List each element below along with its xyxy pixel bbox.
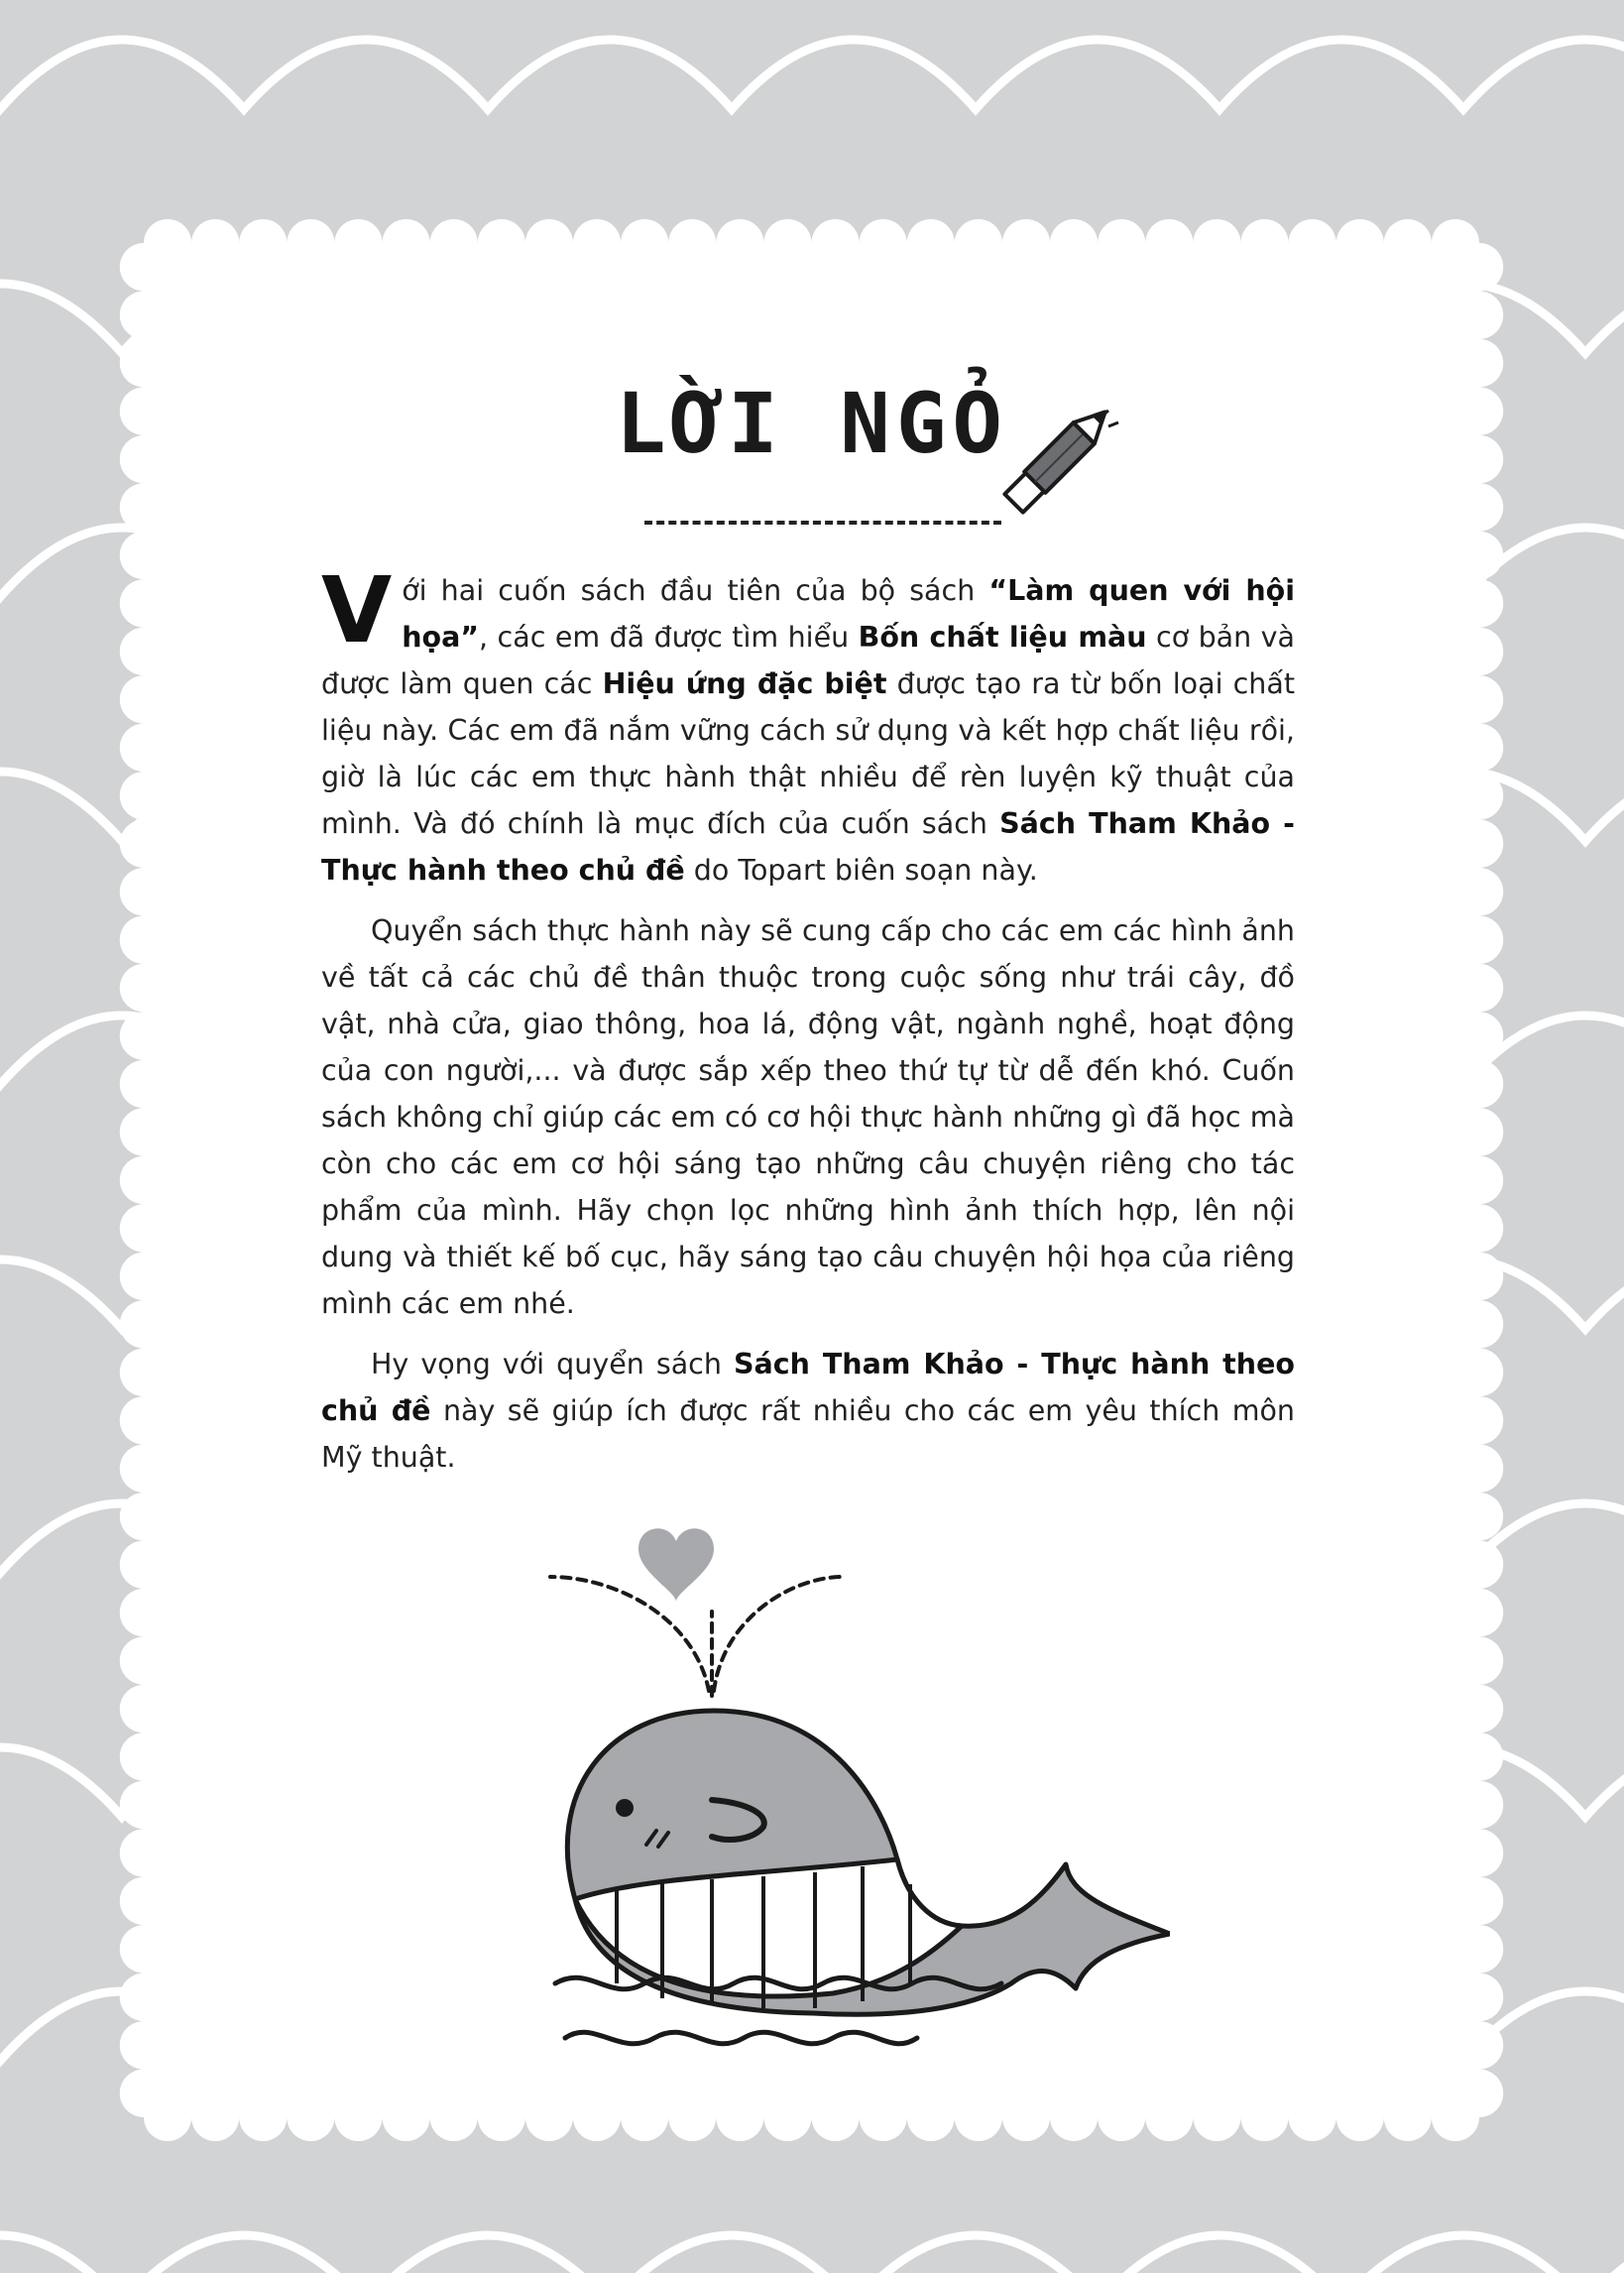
heart-icon: [638, 1528, 714, 1602]
water-spout: [550, 1577, 843, 1696]
text-run: này sẽ giúp ích được rất nhiều cho các em yêu thích môn Mỹ thuật.: [321, 1394, 1295, 1474]
page-title: LỜI NGỎ: [615, 375, 1008, 472]
preface-body: [321, 557, 1296, 1495]
text-run: , các em đã được tìm hiểu: [479, 621, 859, 654]
bold-phrase: Bốn chất liệu màu: [858, 621, 1147, 654]
drop-cap: V: [321, 557, 393, 663]
whale-illustration: [535, 1517, 1170, 2073]
book-series-title: “Làm quen với hội họa”: [402, 574, 1295, 654]
text-run: cơ bản và được làm quen các: [321, 621, 1295, 700]
paragraph-2: Quyển sách thực hành này sẽ cung cấp cho các em các hình ảnh về tất cả các chủ đề thân thuộc trong cuộc sống như trái cây, đồ vật, nhà cửa, giao thông, hoa lá, động vật, ngành nghề, hoạt động của con người,... và được sắp xếp theo thứ tự từ dễ đến khó. Cuốn sách không chỉ giúp các em có cơ hội thực hành những gì đã học mà còn cho các em cơ hội sáng tạo những câu chuyện riêng cho tác phẩm của mình. Hãy chọn lọc những hình ảnh thích hợp, lên nội dung và thiết kế bố cục, hãy sáng tạo câu chuyện hội họa của riêng mình các em nhé.: [321, 914, 1295, 1320]
text-run: Hy vọng với quyển sách: [371, 1348, 734, 1380]
title-dashed-underline: [644, 521, 1001, 525]
book-title: Sách Tham Khảo - Thực hành theo chủ đề: [321, 1348, 1295, 1427]
text-run: do Topart biên soạn này.: [684, 854, 1038, 887]
whale-eye: [616, 1799, 634, 1817]
pencil-icon: [982, 387, 1130, 536]
paragraph-3: [321, 1341, 1295, 1481]
text-run: được tạo ra từ bốn loại chất liệu này. Các em đã nắm vững cách sử dụng và kết hợp chất liệu rồi, giờ là lúc các em thực hành thật nhiều để rèn luyện kỹ thuật của mình. Và đó chính là mục đích của cuốn sách: [321, 667, 1296, 840]
text-run: ới hai cuốn sách đầu tiên của bộ sách: [402, 574, 989, 607]
bold-phrase: Hiệu ứng đặc biệt: [602, 667, 887, 700]
book-title: Sách Tham Khảo - Thực hành theo chủ đề: [321, 807, 1295, 887]
paragraph-1: [321, 557, 1296, 894]
